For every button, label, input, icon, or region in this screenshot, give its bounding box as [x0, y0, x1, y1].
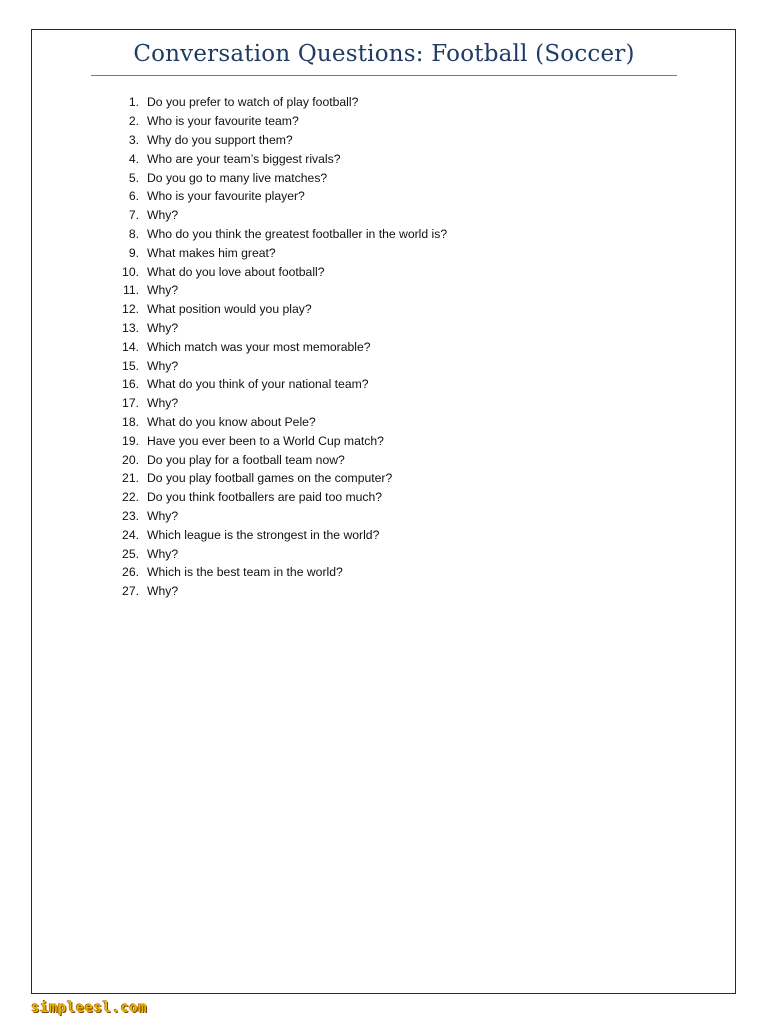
question-text: Who is your favourite player? [147, 189, 305, 204]
question-text: What do you know about Pele? [147, 414, 316, 429]
question-text: What do you love about football? [147, 264, 325, 279]
question-item [103, 375, 447, 394]
question-item [103, 319, 447, 338]
question-text: Why do you support them? [147, 132, 293, 147]
brand-logo: simpleesl.com [31, 1000, 148, 1016]
question-number: 16. [122, 377, 139, 392]
question-number: 27. [122, 584, 139, 599]
question-number: 10. [122, 264, 139, 279]
question-number: 17. [122, 396, 139, 411]
question-item [103, 507, 447, 526]
question-item [103, 356, 447, 375]
question-number: 19. [122, 433, 139, 448]
question-item [103, 544, 447, 563]
question-item [103, 168, 447, 187]
question-text: Why? [147, 396, 179, 411]
question-item [103, 112, 447, 131]
question-text: Do you play football games on the computer? [147, 471, 393, 486]
question-item [103, 469, 447, 488]
question-number: 5. [128, 170, 139, 185]
question-number: 7. [128, 208, 139, 223]
question-item [103, 243, 447, 262]
question-item [103, 149, 447, 168]
question-number: 4. [128, 151, 139, 166]
question-number: 23. [122, 508, 139, 523]
question-number: 6. [128, 189, 139, 204]
question-number: 15. [122, 358, 139, 373]
question-item [103, 525, 447, 544]
question-item [103, 187, 447, 206]
question-item [103, 225, 447, 244]
question-number: 2. [128, 114, 139, 129]
question-text: What position would you play? [147, 302, 312, 317]
question-number: 3. [128, 132, 139, 147]
question-text: What makes him great? [147, 245, 276, 260]
question-text: Do you go to many live matches? [147, 170, 328, 185]
question-item [103, 281, 447, 300]
question-number: 9. [128, 245, 139, 260]
question-item [103, 582, 447, 601]
question-text: Who do you think the greatest footballer in the world is? [147, 226, 448, 241]
question-number: 22. [122, 490, 139, 505]
question-number: 26. [122, 565, 139, 580]
question-item [103, 93, 447, 112]
question-text: Who is your favourite team? [147, 114, 299, 129]
page-title: Conversation Questions: Football (Soccer) [133, 41, 635, 67]
question-text: Do you think footballers are paid too much? [147, 490, 383, 505]
question-text: Which is the best team in the world? [147, 565, 343, 580]
question-number: 21. [122, 471, 139, 486]
question-item [103, 394, 447, 413]
question-item [103, 337, 447, 356]
question-number: 14. [122, 339, 139, 354]
question-text: Why? [147, 358, 179, 373]
question-text: Why? [147, 508, 179, 523]
question-item [103, 300, 447, 319]
question-text: Do you prefer to watch of play football? [147, 95, 359, 110]
question-text: Have you ever been to a World Cup match? [147, 433, 384, 448]
question-item [103, 488, 447, 507]
question-item [103, 262, 447, 281]
question-number: 24. [122, 527, 139, 542]
title-underline [91, 75, 677, 76]
question-item [103, 131, 447, 150]
question-item [103, 413, 447, 432]
question-number: 1. [128, 95, 139, 110]
question-list [103, 93, 447, 601]
question-number: 12. [122, 302, 139, 317]
question-number: 18. [122, 414, 139, 429]
question-text: Who are your team’s biggest rivals? [147, 151, 341, 166]
question-text: Do you play for a football team now? [147, 452, 345, 467]
question-text: Why? [147, 320, 179, 335]
question-text: What do you think of your national team? [147, 377, 369, 392]
question-text: Which league is the strongest in the world? [147, 527, 380, 542]
question-item [103, 206, 447, 225]
question-number: 8. [128, 226, 139, 241]
question-number: 25. [122, 546, 139, 561]
question-number: 11. [122, 283, 139, 298]
question-text: Why? [147, 208, 179, 223]
question-text: Which match was your most memorable? [147, 339, 371, 354]
question-number: 20. [122, 452, 139, 467]
question-number: 13. [122, 320, 139, 335]
question-text: Why? [147, 584, 179, 599]
question-text: Why? [147, 546, 179, 561]
question-item [103, 563, 447, 582]
question-item [103, 431, 447, 450]
question-text: Why? [147, 283, 179, 298]
question-item [103, 450, 447, 469]
